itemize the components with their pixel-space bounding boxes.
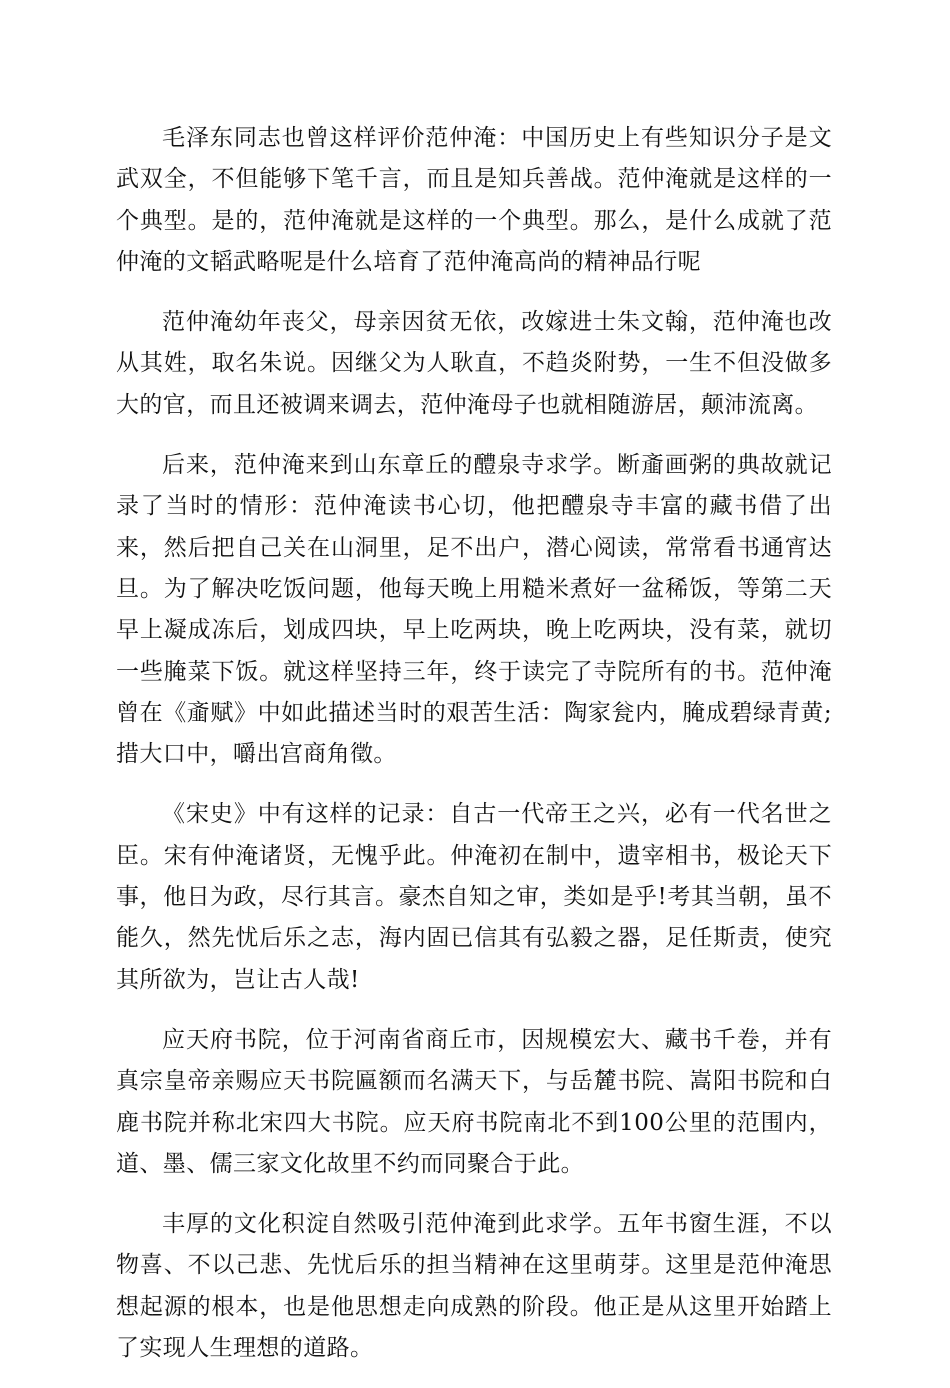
paragraph-cultural-influence: 丰厚的文化积淀自然吸引范仲淹到此求学。五年书窗生涯，不以物喜、不以己悲、先忧后乐的担当精神在这里萌芽。这里是范仲淹思想起源的根本，也是他思想走向成熟的阶段。他正是从这里开始踏上了实现人生理想的道路。 bbox=[116, 1211, 832, 1362]
paragraph-early-life: 范仲淹幼年丧父，母亲因贫无依，改嫁进士朱文翰，范仲淹也改从其姓，取名朱说。因继父为人耿直，不趋炎附势，一生不但没做多大的官，而且还被调来调去，范仲淹母子也就相随游居，颠沛流离。 bbox=[116, 309, 832, 418]
paragraph-song-history-record: 《宋史》中有这样的记录：自古一代帝王之兴，必有一代名世之臣。宋有仲淹诸贤，无愧乎此。仲淹初在制中，遗宰相书，极论天下事，他日为政，尽行其言。豪杰自知之审，类如是乎!考其当朝，虽不能久，然先忧后乐之志，海内固已信其有弘毅之器，足任斯责，使究其所欲为，岂让古人哉! bbox=[116, 801, 832, 993]
paragraph-liquan-temple-study: 后来，范仲淹来到山东章丘的醴泉寺求学。断齑画粥的典故就记录了当时的情形：范仲淹读书心切，他把醴泉寺丰富的藏书借了出来，然后把自己关在山洞里，足不出户，潜心阅读，常常看书通宵达旦。为了解决吃饭问题，他每天晚上用糙米煮好一盆稀饭，等第二天早上凝成冻后，划成四块，早上吃两块，晚上吃两块，没有菜，就切一些腌菜下饭。就这样坚持三年，终于读完了寺院所有的书。范仲淹曾在《齑赋》中如此描述当时的艰苦生活：陶家瓮内，腌成碧绿青黄;措大口中，嚼出宫商角徵。 bbox=[116, 452, 832, 768]
paragraph-mao-evaluation: 毛泽东同志也曾这样评价范仲淹：中国历史上有些知识分子是文武双全，不但能够下笔千言，而且是知兵善战。范仲淹就是这样的一个典型。是的，范仲淹就是这样的一个典型。那么，是什么成就了范仲淹的文韬武略呢是什么培育了范仲淹高尚的精神品行呢 bbox=[116, 125, 832, 275]
paragraph-yingtian-academy: 应天府书院，位于河南省商丘市，因规模宏大、藏书千卷，并有真宗皇帝亲赐应天书院匾额而名满天下，与岳麓书院、嵩阳书院和白鹿书院并称北宋四大书院。应天府书院南北不到100公里的范围内，道、墨、儒三家文化故里不约而同聚合于此。 bbox=[116, 1026, 832, 1177]
document-body bbox=[116, 118, 832, 1388]
